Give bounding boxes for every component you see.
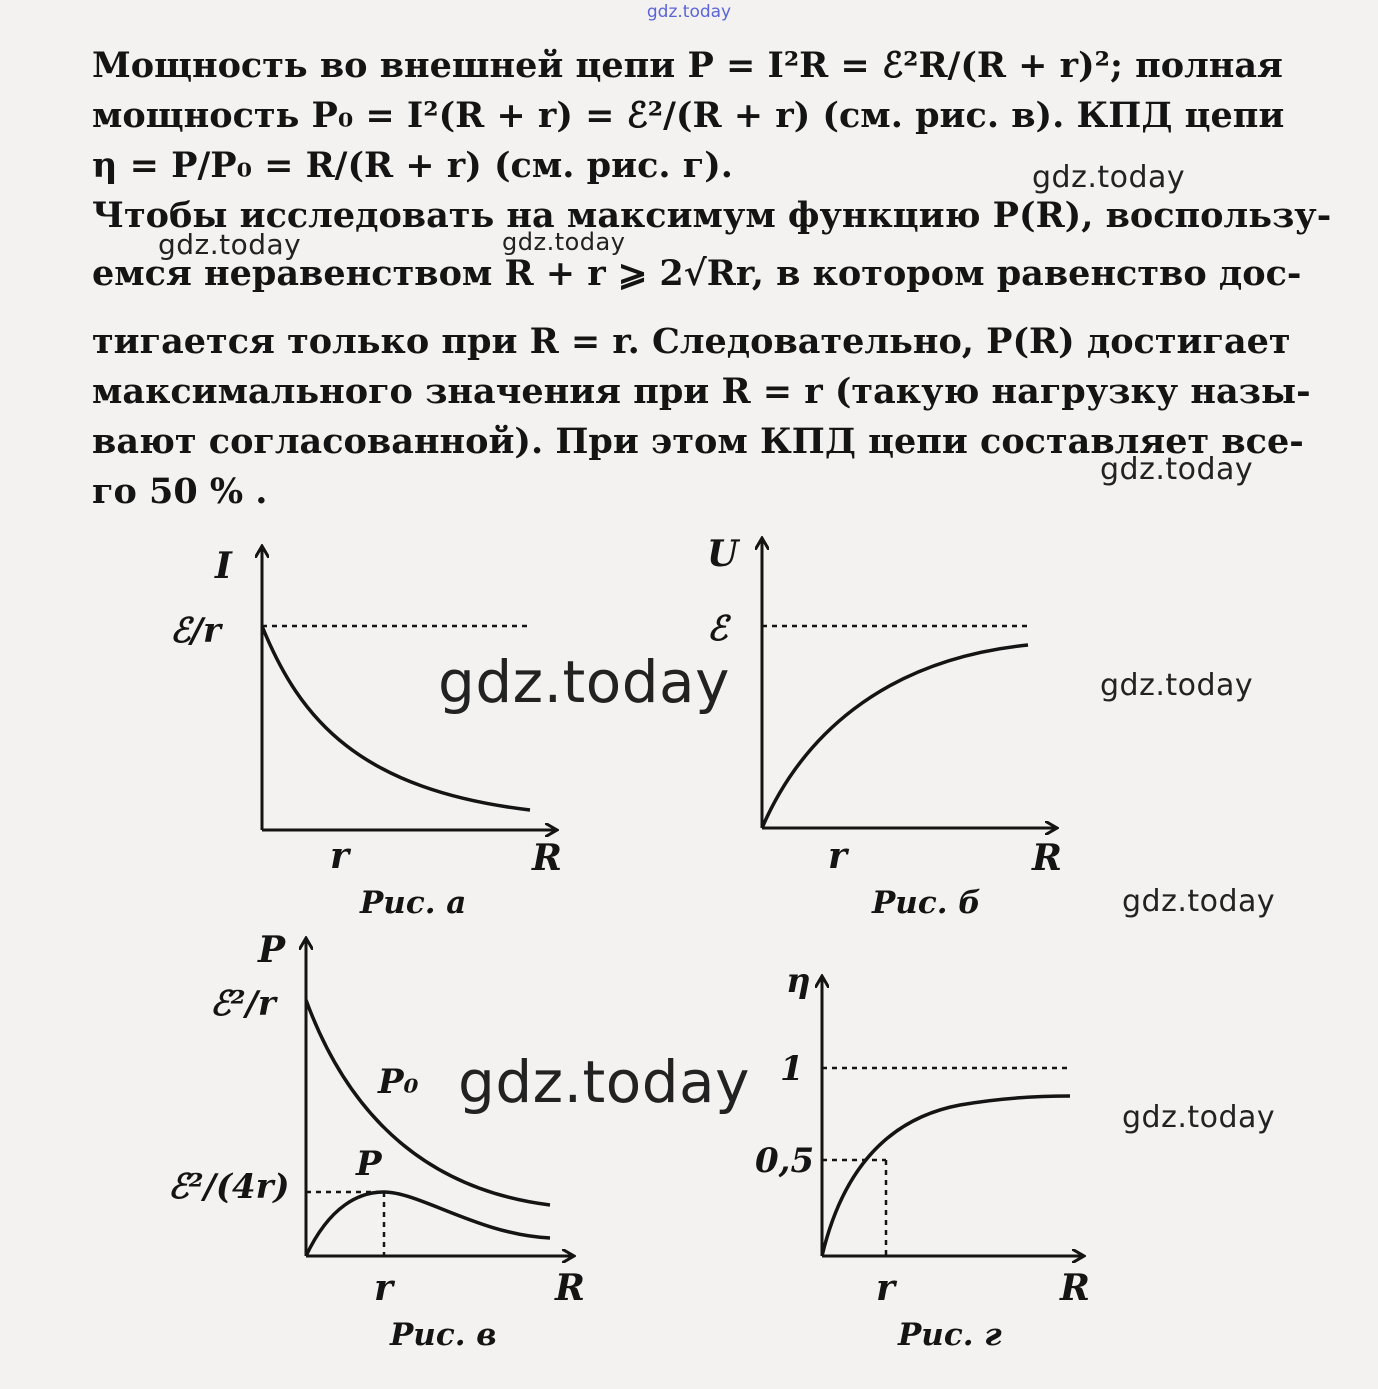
fig-v-curve-p [306,1192,550,1256]
fig-b-y-label: U [707,533,739,575]
text-line-1: Мощность во внешней цепи P = I²R = ℰ²R/(R + r)²; полная [92,45,1283,86]
text-line-5: емся неравенством R + r ⩾ 2√Rr, в котором равенство дос- [92,253,1302,294]
text-line-8: вают согласованной). При этом КПД цепи составляет все- [92,421,1304,462]
text-line-3: η = P/P₀ = R/(R + r) (см. рис. г). [92,145,733,186]
watermark-2: gdz.today [158,228,302,261]
watermark-1: gdz.today [1032,160,1186,195]
fig-a-y-label: I [215,545,232,587]
fig-g-caption: Рис. г [898,1317,1002,1353]
fig-a-x-label: R [532,837,562,879]
watermark-3: gdz.today [502,228,626,256]
figure-g [755,961,1090,1353]
watermark-8: gdz.today [458,1048,750,1116]
watermark-6: gdz.today [1100,668,1254,703]
watermark-4: gdz.today [1100,452,1254,487]
site-watermark-top: gdz.today [646,2,732,22]
figure-a [170,545,562,921]
text-line-9: го 50 % . [92,471,268,512]
fig-v-x-tick: r [374,1267,393,1309]
watermark-5: gdz.today [438,648,730,716]
text-line-2: мощность P₀ = I²(R + r) = ℰ²/(R + r) (см. рис. в). КПД цепи [92,95,1285,136]
watermark-7: gdz.today [1122,884,1276,919]
fig-v-curve-p-label: P [356,1144,382,1184]
fig-v-top-label: ℰ²/r [210,984,276,1024]
fig-g-x-tick: r [876,1267,895,1309]
text-line-4: Чтобы исследовать на максимум функцию P(R), воспользу- [92,195,1332,236]
fig-a-caption: Рис. а [360,885,467,921]
fig-b-caption: Рис. б [872,885,981,921]
fig-b-x-label: R [1032,837,1062,879]
figure-v [168,929,585,1353]
fig-g-half-label: 0,5 [755,1141,815,1181]
fig-g-curve-efficiency [822,1096,1070,1256]
fig-b-x-tick: r [828,835,847,877]
fig-b-curve-voltage [762,645,1028,828]
fig-g-x-label: R [1060,1267,1090,1309]
fig-b-level-label: ℰ [707,609,728,649]
text-line-6: тигается только при R = r. Следовательно, P(R) достигает [92,321,1291,362]
fig-v-caption: Рис. в [390,1317,497,1353]
fig-g-one-label: 1 [780,1049,804,1089]
fig-v-mid-label: ℰ²/(4r) [168,1167,290,1207]
fig-v-curve-p0-label: P₀ [378,1062,419,1102]
fig-v-x-label: R [555,1267,585,1309]
fig-a-x-tick: r [330,835,349,877]
fig-a-level-label: ℰ/r [170,611,221,651]
figure-b [707,533,1062,921]
watermark-9: gdz.today [1122,1100,1276,1135]
text-line-7: максимального значения при R = r (такую нагрузку назы- [92,371,1311,412]
fig-g-y-label: η [786,961,811,1001]
fig-v-y-label: P [258,929,286,971]
